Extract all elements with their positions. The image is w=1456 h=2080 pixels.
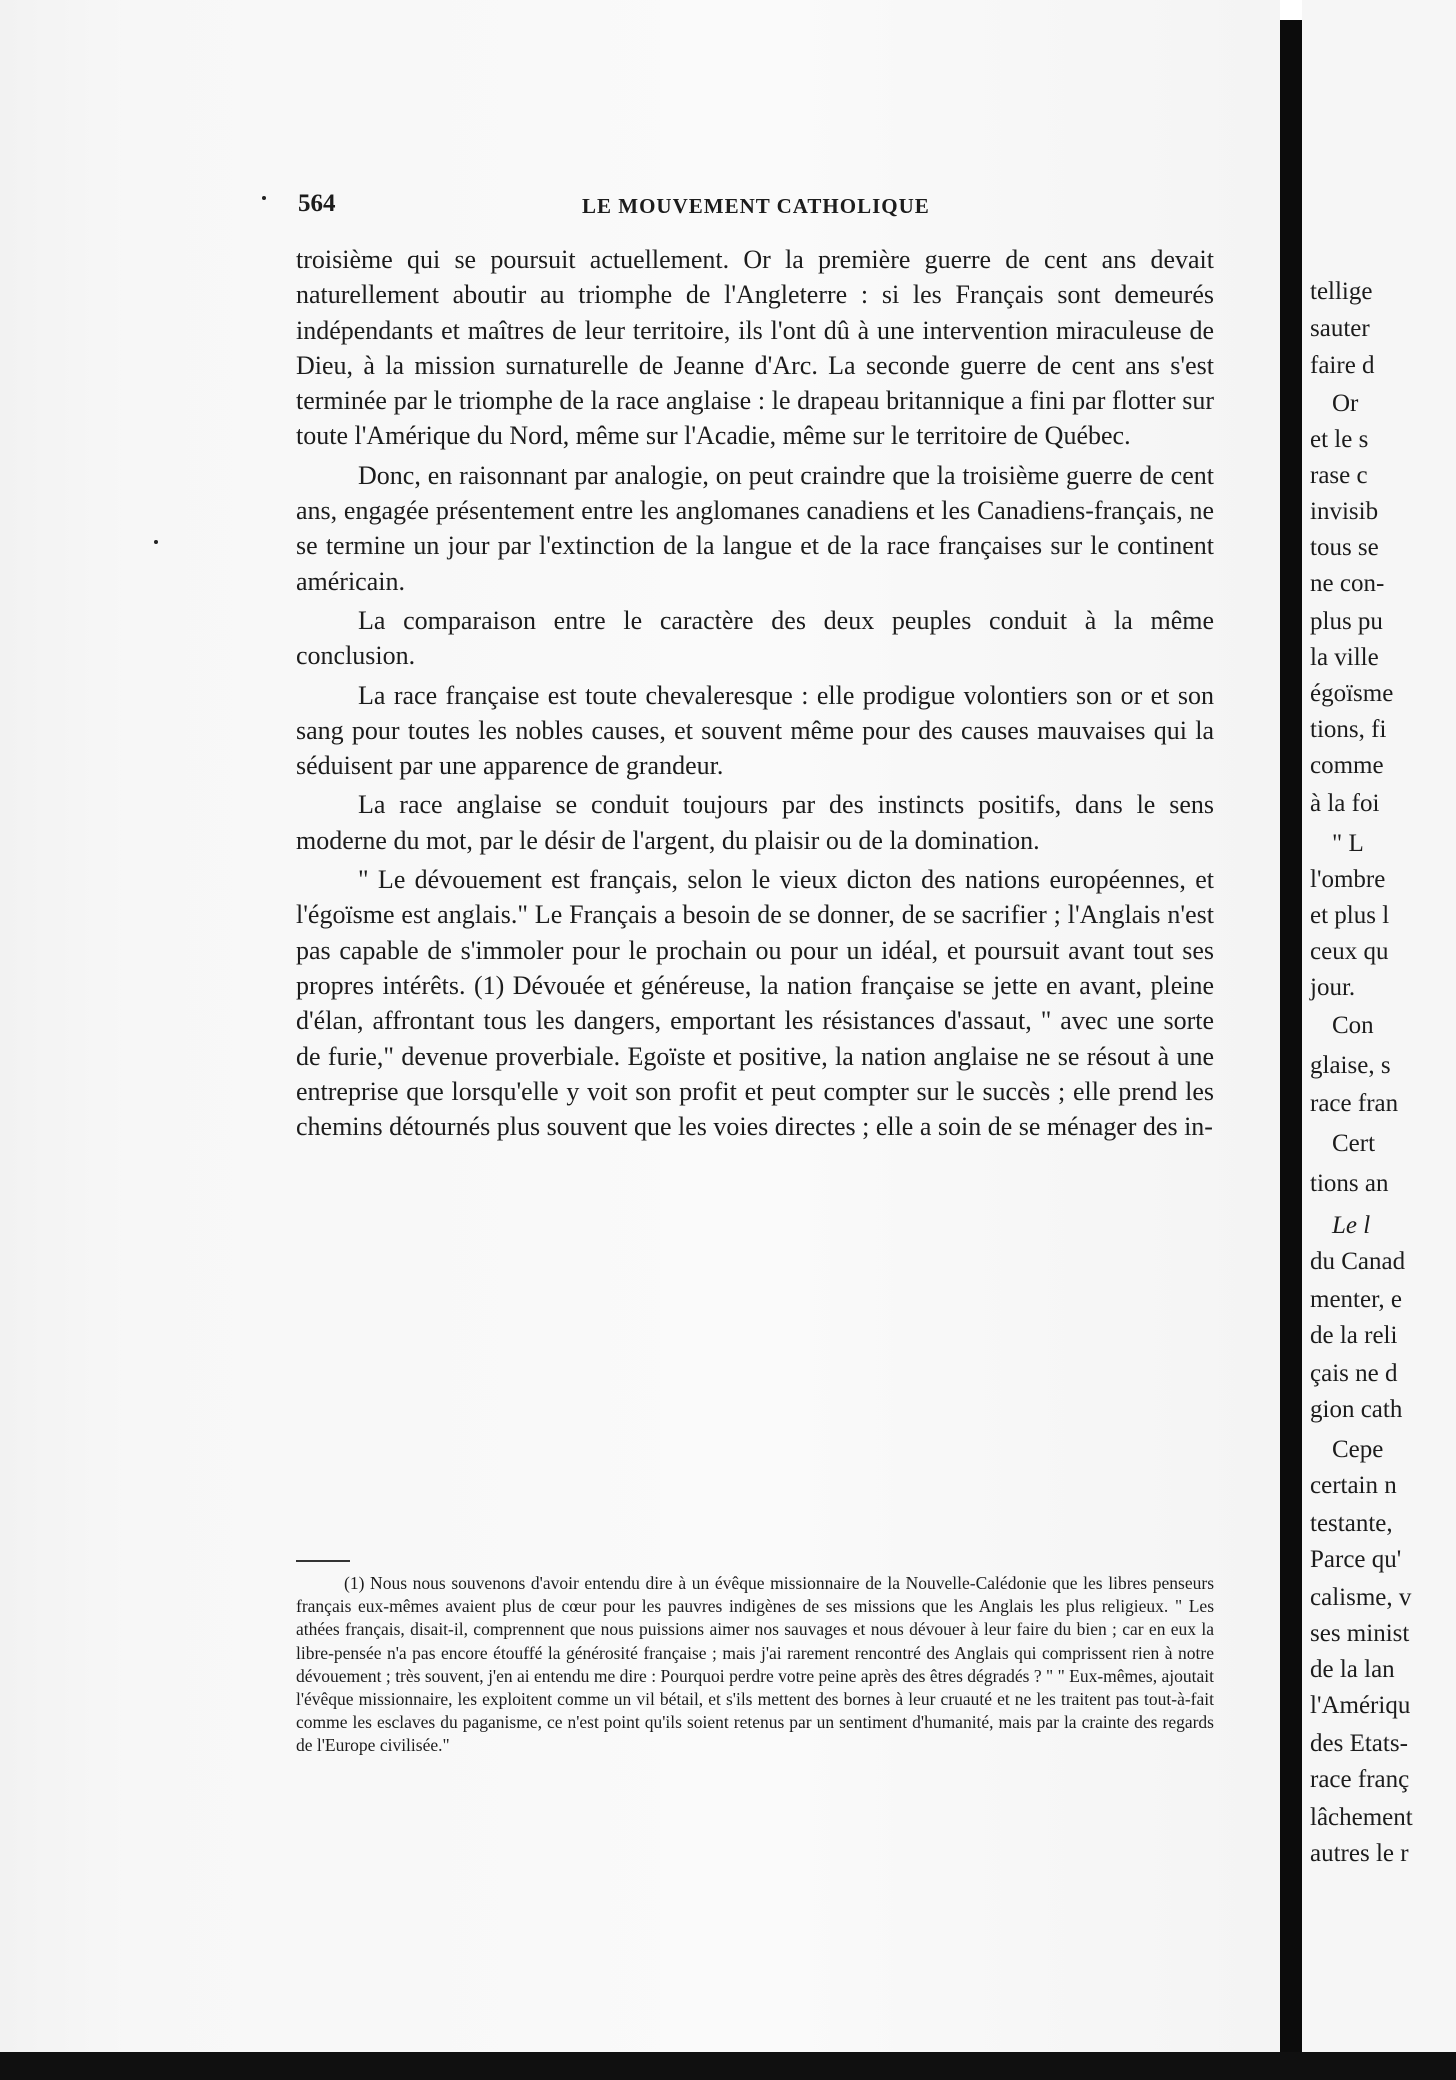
facing-page-line: tions, fi [1310, 716, 1387, 743]
page-gutter [1280, 20, 1302, 2060]
facing-page-line: jour. [1310, 974, 1356, 1001]
paragraph: " Le dévouement est français, selon le vieux dicton des nations européennes, et l'égoïsme est anglais." Le Français a besoin de se donner, de se sacrifier ; l'Anglais n'est pas capable de s'immoler pour le prochain ou pour un idéal, et poursuit avant tout ses propres intérêts. (1) Dévouée et généreuse, la nation française se jette en avant, pleine d'élan, affrontant tous les dangers, emportant les résistances d'assaut, " avec une sorte de furie," devenue proverbiale. Egoïste et positive, la nation anglaise ne se résout à une entreprise que lorsqu'elle y voit son profit et peut compter sur le succès ; elle prend les chemins détournés plus souvent que les voies directes ; elle a soin de se ménager des in- [296, 865, 1214, 1142]
facing-page-line: testante, [1310, 1510, 1393, 1537]
facing-page-line: Cepe [1332, 1436, 1384, 1463]
facing-page-line: faire d [1310, 352, 1375, 379]
footnote-rule [296, 1560, 350, 1562]
footnote-text: (1) Nous nous souvenons d'avoir entendu dire à un évêque missionnaire de la Nouvelle-Calédonie que les libres penseurs français eux-mêmes avaient plus de cœur pour les pauvres indigènes de ses missions que les Anglais les plus religieux. " Les athées français, disait-il, comprennent que nous puissions aimer nos sauvages et nous dévouer à leur faire du bien ; car en eux la libre-pensée n'a pas encore étouffé la générosité française ; mais j'ai rarement rencontré des Anglais qui comprissent rien à notre dévouement ; très souvent, j'en ai entendu me dire : Pourquoi perdre votre peine après des êtres dégradés ? " " Eux-mêmes, ajoutait l'évêque missionnaire, les exploitent comme un vil bétail, et s'ils mettent des bornes à leur cruauté et ne les traitent pas tout-à-fait comme les esclaves du paganisme, ce n'est point qu'ils soient retenus par un sentiment d'humanité, mais par la crainte des regards de l'Europe civilisée." [296, 1573, 1214, 1756]
facing-page-line: Le l [1332, 1212, 1371, 1239]
facing-page-line: gion cath [1310, 1396, 1403, 1423]
facing-page-line: et plus l [1310, 902, 1390, 929]
facing-page-line: de la reli [1310, 1322, 1398, 1349]
facing-page-line: autres le r [1310, 1840, 1409, 1867]
running-title: LE MOUVEMENT CATHOLIQUE [582, 194, 930, 218]
margin-speck [262, 196, 266, 200]
footnote [296, 1572, 1214, 1758]
paragraph: La race française est toute chevaleresque : elle prodigue volontiers son or et son sang pour toutes les nobles causes, et souvent même pour des causes mauvaises qui la séduisent par une apparence de grandeur. [296, 680, 1214, 781]
facing-page-line: tions an [1310, 1170, 1389, 1197]
body-text [296, 242, 1214, 1148]
facing-page-line: " L [1332, 830, 1364, 857]
paragraph: Donc, en raisonnant par analogie, on peut craindre que la troisième guerre de cent ans, engagée présentement entre les anglomanes canadiens et les Canadiens-français, ne se termine un jour par l'extinction de la langue et de la race françaises sur le continent américain. [296, 460, 1214, 596]
facing-page-line: ses minist [1310, 1620, 1410, 1647]
facing-page-line: menter, e [1310, 1286, 1403, 1313]
page-number: 564 [298, 190, 336, 217]
facing-page-line: l'Amériqu [1310, 1692, 1411, 1719]
facing-page-line: l'ombre [1310, 866, 1386, 893]
facing-page-line: plus pu [1310, 608, 1383, 635]
facing-page-line: sauter [1310, 315, 1370, 342]
facing-page-line: de la lan [1310, 1656, 1395, 1683]
facing-page-line: invisib [1310, 498, 1379, 525]
facing-page-line: la ville [1310, 644, 1379, 671]
paragraph: La race anglaise se conduit toujours par des instincts positifs, dans le sens moderne du mot, par le désir de l'argent, du plaisir ou de la domination. [296, 790, 1214, 855]
facing-page-line: Cert [1332, 1130, 1376, 1157]
facing-page-line: à la foi [1310, 790, 1380, 817]
page-header [298, 190, 1214, 220]
facing-page-line: Parce qu' [1310, 1546, 1402, 1573]
scan-bottom-edge [0, 2052, 1456, 2080]
facing-page-line: et le s [1310, 426, 1369, 453]
facing-page-line: tellige [1310, 278, 1373, 305]
paragraph: La comparaison entre le caractère des deux peuples conduit à la même conclusion. [296, 605, 1214, 671]
paragraph: troisième qui se poursuit actuellement. Or la première guerre de cent ans devait naturellement aboutir au triomphe de l'Angleterre : si les Français sont demeurés indépendants et maîtres de leur territoire, ils l'ont dû à une intervention miraculeuse de Dieu, à la mission surnaturelle de Jeanne d'Arc. La seconde guerre de cent ans s'est terminée par le triomphe de la race anglaise : le drapeau britannique a fini par flotter sur toute l'Amérique du Nord, même sur l'Acadie, même sur le territoire de Québec. [296, 245, 1214, 451]
margin-speck [154, 540, 158, 544]
facing-page-line: ne con- [1310, 570, 1385, 597]
facing-page-line: ceux qu [1310, 938, 1389, 965]
facing-page-line: tous se [1310, 534, 1379, 561]
facing-page-line: glaise, s [1310, 1052, 1391, 1079]
facing-page-line: comme [1310, 752, 1384, 779]
facing-page-line: Con [1332, 1012, 1374, 1039]
facing-page-line: du Canad [1310, 1248, 1406, 1275]
facing-page-line: calisme, v [1310, 1584, 1412, 1611]
facing-page-line: égoïsme [1310, 680, 1394, 707]
facing-page-line: race fran [1310, 1090, 1399, 1117]
facing-page-line: çais ne d [1310, 1360, 1398, 1387]
facing-page-line: certain n [1310, 1472, 1397, 1499]
facing-page-line: race franç [1310, 1766, 1410, 1793]
facing-page-line: Or [1332, 390, 1359, 417]
facing-page-line: rase c [1310, 462, 1368, 489]
facing-page-line: des Etats- [1310, 1730, 1408, 1757]
facing-page [1302, 0, 1456, 2080]
facing-page-line: lâchement [1310, 1804, 1413, 1831]
